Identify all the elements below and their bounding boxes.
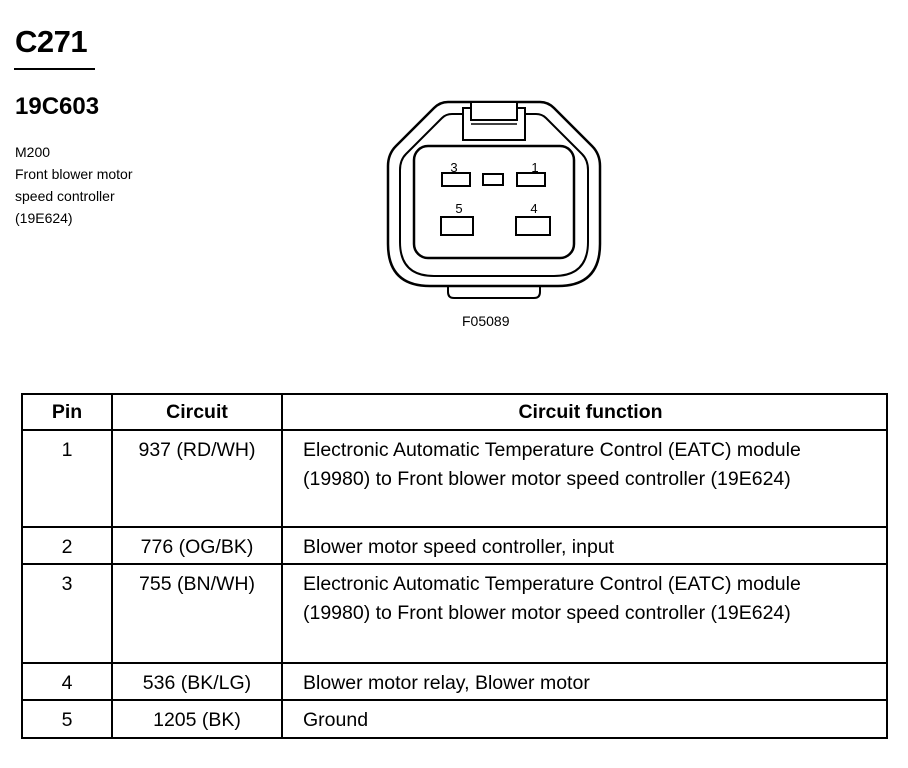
- function-line: Ground: [303, 709, 369, 731]
- table-row: [22, 430, 887, 527]
- table-row: [22, 564, 887, 663]
- component-description: [15, 141, 132, 229]
- pinout-table: [21, 393, 888, 739]
- function-line: Electronic Automatic Temperature Control (EATC) module: [303, 439, 801, 461]
- function-cell: [282, 430, 887, 527]
- function-line: Blower motor relay, Blower motor: [303, 672, 590, 694]
- function-cell: [282, 564, 887, 663]
- function-line: (19980) to Front blower motor speed controller (19E624): [303, 602, 791, 624]
- description-line: speed controller: [15, 188, 115, 204]
- pin-cell: 2: [22, 527, 112, 564]
- table-row: [22, 663, 887, 700]
- function-cell: [282, 527, 887, 564]
- description-line: (19E624): [15, 210, 73, 226]
- pin-cell: 5: [22, 700, 112, 738]
- table-row: [22, 527, 887, 564]
- function-line: (19980) to Front blower motor speed controller (19E624): [303, 468, 791, 490]
- circuit-cell: 1205 (BK): [112, 700, 282, 738]
- pin-cell: 4: [22, 663, 112, 700]
- table-row: [22, 700, 887, 738]
- part-number: 19C603: [15, 93, 100, 120]
- table-header-row: [22, 394, 887, 430]
- pin-label-1: 1: [531, 160, 539, 175]
- circuit-cell: 536 (BK/LG): [112, 663, 282, 700]
- pin-cell: 3: [22, 564, 112, 663]
- pin-label-5: 5: [455, 201, 463, 216]
- connector-face-diagram: [378, 94, 610, 306]
- circuit-cell: 776 (OG/BK): [112, 527, 282, 564]
- connector-title: C271: [15, 24, 88, 59]
- description-line: Front blower motor: [15, 166, 133, 182]
- function-cell: [282, 663, 887, 700]
- function-line: Blower motor speed controller, input: [303, 536, 615, 558]
- function-cell: [282, 700, 887, 738]
- pin-label-4: 4: [530, 201, 538, 216]
- pin-cell: 1: [22, 430, 112, 527]
- locking-latch-bar: [471, 102, 517, 120]
- circuit-cell: 755 (BN/WH): [112, 564, 282, 663]
- header-circuit-function: Circuit function: [282, 394, 887, 430]
- circuit-cell: 937 (RD/WH): [112, 430, 282, 527]
- figure-id: F05089: [462, 313, 510, 329]
- terminal-2: [483, 174, 503, 185]
- function-line: Electronic Automatic Temperature Control (EATC) module: [303, 573, 801, 595]
- title-underline: [14, 68, 95, 70]
- description-line: M200: [15, 144, 51, 160]
- pin-cavity-frame: [414, 146, 574, 258]
- terminal-4: [516, 217, 550, 235]
- pin-label-3: 3: [450, 160, 458, 175]
- header-circuit: Circuit: [112, 394, 282, 430]
- terminal-5: [441, 217, 473, 235]
- header-pin: Pin: [22, 394, 112, 430]
